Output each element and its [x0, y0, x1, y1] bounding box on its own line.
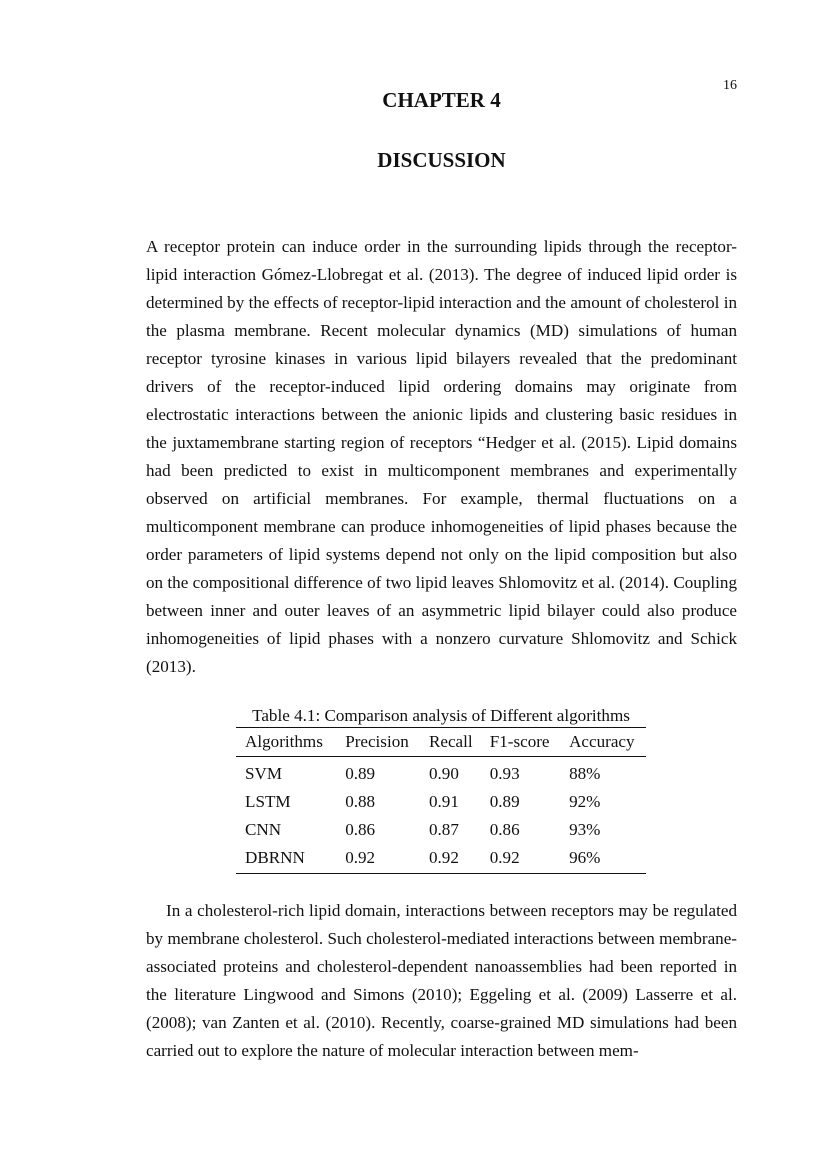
table-cell: CNN: [245, 820, 282, 839]
table-caption: Table 4.1: Comparison analysis of Different algorithms: [252, 706, 630, 725]
table-cell: 93%: [569, 820, 601, 839]
table-cell: 0.87: [428, 820, 459, 839]
table-row: [236, 757, 646, 789]
table-cell: 0.92: [336, 844, 420, 874]
table-row: [236, 844, 646, 874]
table-cell: 0.89: [345, 764, 376, 783]
column-header: Algorithms: [236, 728, 336, 757]
table-cell: 0.90: [428, 764, 459, 783]
table-cell: LSTM: [245, 792, 291, 811]
body-paragraph: A receptor protein can induce order in the surrounding lipids through the receptor-lipid interaction Gómez-Llobregat et al. (2013). The degree of induced lipid order is determined by the effects of receptor-lipid interaction and the amount of cholesterol in the plasma membrane. Recent molecular dynamics (MD) simulations of human receptor tyrosine kinases in various lipid bilayers revealed that the predominant drivers of the receptor-induced lipid ordering domains may originate from electrostatic interactions between the anionic lipids and clustering basic residues in the juxtamembrane starting region of receptors “Hedger et al. (2015). Lipid domains had been predicted to exist in multicomponent membranes and experimentally observed on artificial membranes. For example, thermal fluctuations on a multicomponent membrane can produce inhomogeneities of lipid phases because the order parameters of lipid systems depend not only on the lipid composition but also on the compositional difference of two lipid leaves Shlomovitz et al. (2014). Coupling between inner and outer leaves of an asymmetric lipid bilayer could also produce inhomogeneities of lipid phases with a nonzero curvature Shlomovitz and Schick (2013).: [146, 237, 737, 676]
column-header: Recall: [420, 728, 481, 757]
results-table-block: [236, 705, 646, 874]
table-cell: DBRNN: [236, 844, 336, 874]
table-cell: 0.92: [481, 844, 560, 874]
chapter-title: DISCUSSION: [377, 148, 506, 172]
table-cell: 92%: [569, 792, 601, 811]
column-header: F1-score: [481, 728, 560, 757]
table-row: [236, 816, 646, 844]
table-cell: 0.89: [489, 792, 520, 811]
table-cell: 0.91: [428, 792, 459, 811]
table-cell: 0.86: [345, 820, 376, 839]
table-cell: 96%: [560, 844, 646, 874]
table-cell: 88%: [569, 764, 601, 783]
table-cell: 0.93: [489, 764, 520, 783]
table-cell: SVM: [245, 764, 283, 783]
comparison-table: [236, 727, 646, 874]
body-paragraph: In a cholesterol-rich lipid domain, interactions between receptors may be regulated by membrane cholesterol. Such cholesterol-mediated interactions between membrane-associated proteins and cholesterol-dependent nanoassemblies had been reported in the literature Lingwood and Simons (2010); Eggeling et al. (2009) Lasserre et al. (2008); van Zanten et al. (2010). Recently, coarse-grained MD simulations had been carried out to explore the nature of molecular interaction between mem-: [146, 901, 737, 1060]
table-cell: 0.88: [345, 792, 376, 811]
table-cell: 0.86: [489, 820, 520, 839]
chapter-label: CHAPTER 4: [382, 88, 501, 112]
table-cell: 0.92: [420, 844, 481, 874]
page-number: 16: [723, 78, 737, 93]
column-header: Precision: [336, 728, 420, 757]
column-header: Accuracy: [560, 728, 646, 757]
table-row: [236, 788, 646, 816]
table-header-row: [236, 728, 646, 757]
